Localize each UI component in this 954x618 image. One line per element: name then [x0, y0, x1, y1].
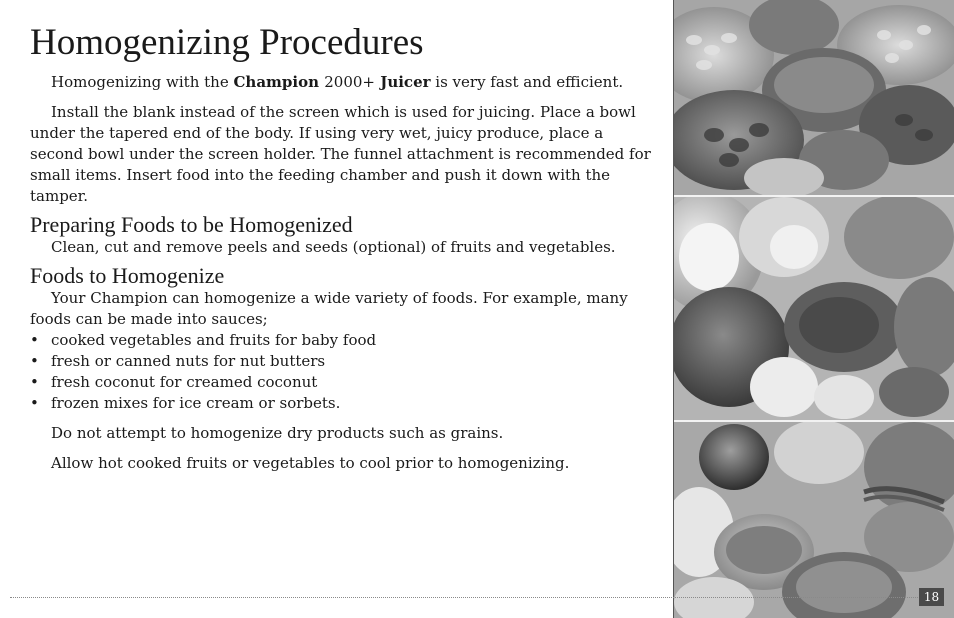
brand-name: Champion 2000+ Juicer — [233, 73, 431, 91]
bullet: • — [30, 331, 39, 349]
foods-paragraph: Your Champion can homogenize a wide variety of foods. For example, many foods can be made into sauces; — [30, 289, 628, 328]
heading-foods-to-homogenize: Foods to Homogenize — [30, 263, 225, 288]
install-paragraph: Install the blank instead of the screen which is used for juicing. Place a bowl under the tapered end of the body. If using very wet, juicy produce, place a second bowl under the screen holder. The funnel attachment is recommended for small items. Insert food into the feeding chamber and push it down with the tamper. — [30, 103, 651, 205]
list-item: • frozen mixes for ice cream or sorbets. — [30, 394, 341, 412]
footer-dotted-rule — [10, 597, 920, 598]
fruit-sauces-photo — [674, 422, 954, 618]
page-number: 18 — [919, 588, 944, 606]
list-item: • fresh coconut for creamed coconut — [30, 373, 318, 391]
page-title: Homogenizing Procedures — [30, 22, 424, 63]
hot-foods-warning: Allow hot cooked fruits or vegetables to cool prior to homogenizing. — [51, 454, 570, 472]
intro-before: Homogenizing with the — [51, 73, 234, 91]
list-item: • fresh or canned nuts for nut butters — [30, 352, 326, 370]
coconut-ice-cream-photo — [674, 197, 954, 420]
intro-paragraph — [30, 72, 652, 93]
bullet: • — [30, 373, 39, 391]
heading-preparing-foods: Preparing Foods to be Homogenized — [30, 212, 353, 237]
nuts-in-bowls-photo — [674, 0, 954, 195]
list-item: • cooked vegetables and fruits for baby food — [30, 331, 377, 349]
text-column — [30, 22, 652, 474]
foods-list — [30, 330, 652, 414]
bullet: • — [30, 394, 39, 412]
dry-products-warning: Do not attempt to homogenize dry products such as grains. — [51, 424, 504, 442]
bullet: • — [30, 352, 39, 370]
preparing-paragraph: Clean, cut and remove peels and seeds (optional) of fruits and vegetables. — [51, 238, 616, 256]
intro-after: is very fast and efficient. — [430, 73, 624, 91]
